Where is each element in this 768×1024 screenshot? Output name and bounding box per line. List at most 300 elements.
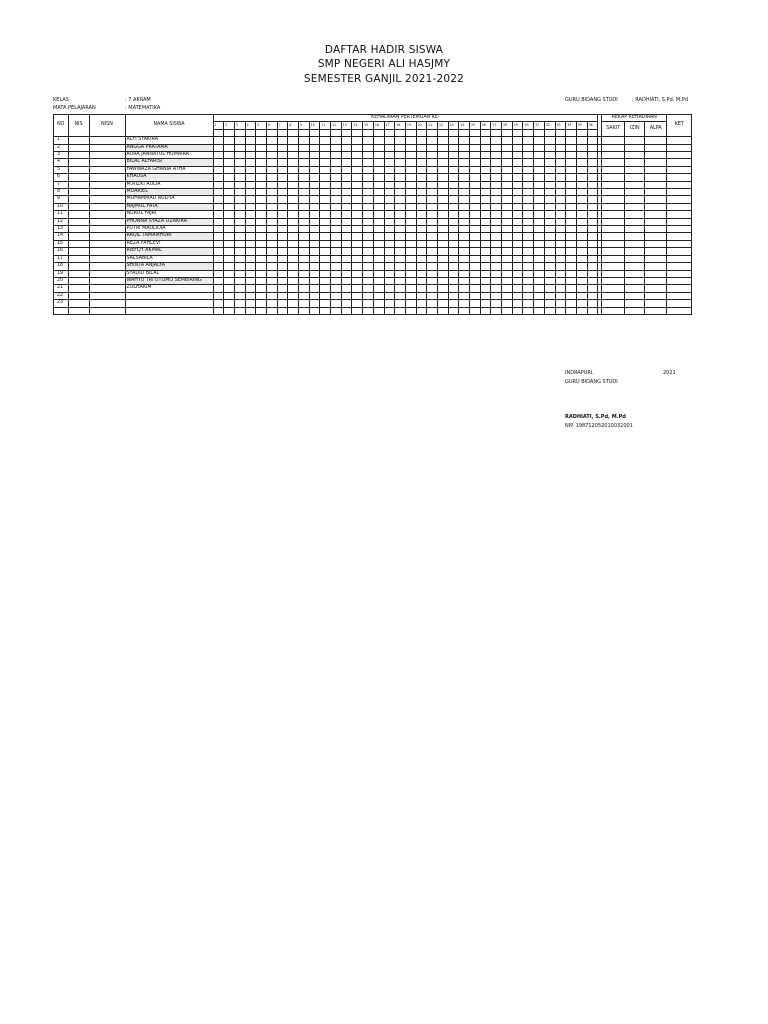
sakit-cell	[602, 255, 625, 262]
attendance-cell	[576, 196, 587, 203]
attendance-cell	[502, 196, 513, 203]
attendance-cell	[299, 166, 310, 173]
attendance-cell	[480, 152, 491, 159]
row-number: 6	[54, 174, 69, 181]
table-row	[54, 292, 692, 299]
attendance-cell	[299, 270, 310, 277]
nis-cell	[68, 144, 89, 151]
student-name: RAQIL TAMAMHURI	[125, 233, 213, 240]
attendance-cell	[534, 218, 545, 225]
ket-cell	[667, 226, 692, 233]
attendance-cell	[416, 196, 427, 203]
attendance-cell	[491, 181, 502, 188]
attendance-cell	[256, 137, 267, 144]
attendance-cell	[256, 263, 267, 270]
attendance-cell	[544, 300, 555, 307]
attendance-cell	[555, 307, 566, 314]
attendance-cell	[427, 152, 438, 159]
row-number: 2	[54, 144, 69, 151]
attendance-cell	[395, 233, 406, 240]
attendance-cell	[544, 292, 555, 299]
header-rekap: REKAP KEHADIRAN	[602, 115, 667, 122]
attendance-cell	[288, 307, 299, 314]
attendance-cell	[395, 226, 406, 233]
attendance-cell	[491, 255, 502, 262]
attendance-cell	[245, 240, 256, 247]
attendance-cell	[341, 152, 352, 159]
attendance-cell	[331, 307, 342, 314]
attendance-cell	[395, 277, 406, 284]
attendance-cell	[373, 292, 384, 299]
attendance-cell	[427, 211, 438, 218]
attendance-cell	[523, 174, 534, 181]
attendance-cell	[448, 137, 459, 144]
alpa-cell	[645, 218, 667, 225]
attendance-cell	[288, 218, 299, 225]
attendance-cell	[352, 263, 363, 270]
izin-cell	[625, 211, 645, 218]
row-number: 8	[54, 189, 69, 196]
attendance-cell	[395, 248, 406, 255]
attendance-cell	[213, 211, 224, 218]
student-name: ANGGA PRATAMA	[125, 144, 213, 151]
meeting-number: 22	[437, 122, 448, 129]
attendance-cell	[427, 218, 438, 225]
attendance-cell	[352, 240, 363, 247]
attendance-cell	[480, 137, 491, 144]
attendance-cell	[299, 211, 310, 218]
attendance-cell	[544, 174, 555, 181]
row-number: 21	[54, 285, 69, 292]
attendance-cell	[234, 196, 245, 203]
attendance-cell	[234, 226, 245, 233]
attendance-cell	[534, 270, 545, 277]
guru-value: : RADHIATI, S.Pd, M.Pd	[632, 97, 689, 103]
attendance-cell	[331, 196, 342, 203]
nis-cell	[68, 152, 89, 159]
attendance-cell	[523, 189, 534, 196]
izin-cell	[625, 144, 645, 151]
attendance-cell	[437, 211, 448, 218]
ket-cell	[667, 159, 692, 166]
attendance-cell	[245, 307, 256, 314]
attendance-cell	[256, 211, 267, 218]
izin-cell	[625, 152, 645, 159]
attendance-cell	[534, 174, 545, 181]
attendance-cell	[234, 233, 245, 240]
attendance-cell	[555, 159, 566, 166]
attendance-cell	[352, 152, 363, 159]
attendance-cell	[256, 174, 267, 181]
attendance-cell	[502, 144, 513, 151]
attendance-cell	[384, 211, 395, 218]
attendance-cell	[459, 189, 470, 196]
meeting-blank-cell	[416, 129, 427, 136]
attendance-cell	[544, 307, 555, 314]
row-number: 17	[54, 255, 69, 262]
attendance-cell	[299, 144, 310, 151]
attendance-cell	[555, 218, 566, 225]
attendance-cell	[234, 218, 245, 225]
attendance-cell	[341, 159, 352, 166]
attendance-cell	[437, 189, 448, 196]
row-number: 1	[54, 137, 69, 144]
attendance-cell	[437, 240, 448, 247]
attendance-cell	[459, 181, 470, 188]
attendance-cell	[384, 181, 395, 188]
attendance-cell	[331, 144, 342, 151]
attendance-cell	[555, 152, 566, 159]
meeting-blank-cell	[341, 129, 352, 136]
attendance-cell	[416, 218, 427, 225]
attendance-cell	[277, 137, 288, 144]
attendance-cell	[395, 181, 406, 188]
attendance-cell	[234, 144, 245, 151]
attendance-cell	[437, 144, 448, 151]
attendance-cell	[245, 196, 256, 203]
semester-title: SEMESTER GANJIL 2021-2022	[303, 73, 465, 85]
attendance-cell	[266, 270, 277, 277]
nis-cell	[68, 181, 89, 188]
attendance-cell	[427, 174, 438, 181]
attendance-cell	[245, 181, 256, 188]
attendance-cell	[534, 300, 545, 307]
attendance-cell	[266, 307, 277, 314]
nis-cell	[68, 196, 89, 203]
attendance-cell	[341, 277, 352, 284]
attendance-cell	[395, 263, 406, 270]
attendance-cell	[384, 255, 395, 262]
attendance-cell	[288, 174, 299, 181]
attendance-cell	[427, 240, 438, 247]
attendance-cell	[576, 226, 587, 233]
meeting-number: 12	[331, 122, 342, 129]
attendance-cell	[352, 144, 363, 151]
attendance-cell	[266, 218, 277, 225]
meeting-number: 33	[555, 122, 566, 129]
attendance-cell	[416, 181, 427, 188]
attendance-cell	[405, 203, 416, 210]
attendance-cell	[459, 159, 470, 166]
row-number: 22	[54, 292, 69, 299]
attendance-cell	[416, 285, 427, 292]
attendance-cell	[331, 137, 342, 144]
attendance-cell	[576, 181, 587, 188]
meeting-blank-cell	[288, 129, 299, 136]
attendance-cell	[266, 203, 277, 210]
attendance-cell	[566, 233, 577, 240]
attendance-cell	[288, 189, 299, 196]
meeting-blank-cell	[491, 129, 502, 136]
attendance-cell	[395, 152, 406, 159]
attendance-cell	[363, 292, 374, 299]
attendance-cell	[480, 211, 491, 218]
attendance-cell	[266, 240, 277, 247]
attendance-cell	[373, 285, 384, 292]
izin-cell	[625, 189, 645, 196]
attendance-cell	[502, 307, 513, 314]
attendance-cell	[416, 240, 427, 247]
attendance-cell	[331, 248, 342, 255]
attendance-cell	[309, 248, 320, 255]
student-name	[125, 307, 213, 314]
attendance-cell	[266, 263, 277, 270]
attendance-cell	[309, 277, 320, 284]
attendance-cell	[566, 181, 577, 188]
sakit-cell	[602, 300, 625, 307]
attendance-cell	[373, 166, 384, 173]
attendance-cell	[277, 159, 288, 166]
attendance-cell	[459, 144, 470, 151]
student-name: RIEFQY AKMAL	[125, 248, 213, 255]
attendance-cell	[352, 174, 363, 181]
meeting-blank-cell	[502, 129, 513, 136]
attendance-cell	[256, 166, 267, 173]
guru-label: GURU BIDANG STUDI	[565, 97, 618, 103]
row-number: 23	[54, 300, 69, 307]
attendance-cell	[566, 211, 577, 218]
header-alpa: ALPA	[645, 122, 667, 137]
attendance-cell	[288, 196, 299, 203]
attendance-cell	[437, 233, 448, 240]
attendance-cell	[363, 218, 374, 225]
attendance-cell	[213, 189, 224, 196]
attendance-cell	[459, 196, 470, 203]
attendance-cell	[224, 285, 235, 292]
attendance-cell	[512, 152, 523, 159]
ket-cell	[667, 196, 692, 203]
attendance-cell	[470, 300, 481, 307]
ket-cell	[667, 285, 692, 292]
attendance-cell	[352, 277, 363, 284]
attendance-cell	[395, 307, 406, 314]
attendance-cell	[523, 226, 534, 233]
attendance-cell	[437, 174, 448, 181]
attendance-cell	[523, 255, 534, 262]
ket-cell	[667, 277, 692, 284]
attendance-cell	[309, 218, 320, 225]
attendance-cell	[459, 218, 470, 225]
attendance-cell	[587, 218, 598, 225]
attendance-cell	[566, 144, 577, 151]
attendance-cell	[320, 233, 331, 240]
izin-cell	[625, 255, 645, 262]
alpa-cell	[645, 255, 667, 262]
nisn-cell	[89, 189, 125, 196]
alpa-cell	[645, 203, 667, 210]
attendance-cell	[277, 144, 288, 151]
meeting-number: 15	[363, 122, 374, 129]
attendance-cell	[352, 270, 363, 277]
attendance-cell	[576, 307, 587, 314]
attendance-cell	[331, 211, 342, 218]
ket-cell	[667, 218, 692, 225]
nisn-cell	[89, 300, 125, 307]
attendance-cell	[395, 240, 406, 247]
attendance-cell	[459, 233, 470, 240]
attendance-cell	[437, 255, 448, 262]
attendance-cell	[384, 277, 395, 284]
attendance-cell	[502, 270, 513, 277]
sakit-cell	[602, 226, 625, 233]
attendance-cell	[320, 203, 331, 210]
attendance-cell	[341, 255, 352, 262]
attendance-cell	[480, 159, 491, 166]
attendance-cell	[363, 300, 374, 307]
attendance-cell	[331, 181, 342, 188]
attendance-cell	[331, 152, 342, 159]
attendance-cell	[555, 277, 566, 284]
attendance-cell	[502, 159, 513, 166]
attendance-cell	[373, 233, 384, 240]
attendance-cell	[491, 144, 502, 151]
izin-cell	[625, 300, 645, 307]
izin-cell	[625, 181, 645, 188]
attendance-cell	[331, 285, 342, 292]
attendance-cell	[416, 226, 427, 233]
attendance-cell	[512, 144, 523, 151]
attendance-cell	[245, 203, 256, 210]
attendance-cell	[277, 174, 288, 181]
attendance-cell	[502, 152, 513, 159]
attendance-cell	[480, 292, 491, 299]
attendance-cell	[405, 277, 416, 284]
attendance-cell	[576, 152, 587, 159]
attendance-cell	[213, 240, 224, 247]
attendance-cell	[234, 174, 245, 181]
attendance-cell	[523, 166, 534, 173]
attendance-cell	[512, 181, 523, 188]
attendance-cell	[309, 196, 320, 203]
attendance-cell	[555, 285, 566, 292]
attendance-cell	[480, 166, 491, 173]
attendance-cell	[213, 218, 224, 225]
meeting-number: 31	[534, 122, 545, 129]
row-number: 3	[54, 152, 69, 159]
attendance-cell	[448, 285, 459, 292]
attendance-cell	[587, 226, 598, 233]
attendance-cell	[331, 203, 342, 210]
meeting-blank-cell	[266, 129, 277, 136]
sakit-cell	[602, 307, 625, 314]
meeting-blank-cell	[331, 129, 342, 136]
attendance-cell	[448, 218, 459, 225]
meeting-blank-cell	[566, 129, 577, 136]
attendance-cell	[534, 211, 545, 218]
attendance-cell	[491, 292, 502, 299]
student-name: ALFI SYAKIRA	[125, 137, 213, 144]
attendance-cell	[587, 144, 598, 151]
attendance-cell	[523, 137, 534, 144]
attendance-cell	[587, 211, 598, 218]
attendance-cell	[288, 181, 299, 188]
attendance-cell	[245, 144, 256, 151]
attendance-cell	[363, 196, 374, 203]
attendance-cell	[245, 226, 256, 233]
table-row	[54, 152, 692, 159]
attendance-cell	[534, 159, 545, 166]
attendance-cell	[459, 285, 470, 292]
attendance-cell	[288, 263, 299, 270]
attendance-cell	[213, 300, 224, 307]
attendance-cell	[234, 300, 245, 307]
attendance-cell	[288, 211, 299, 218]
attendance-cell	[277, 189, 288, 196]
attendance-cell	[266, 277, 277, 284]
attendance-cell	[587, 196, 598, 203]
row-number: 15	[54, 240, 69, 247]
attendance-cell	[544, 226, 555, 233]
attendance-cell	[224, 159, 235, 166]
alpa-cell	[645, 144, 667, 151]
attendance-cell	[245, 292, 256, 299]
attendance-cell	[459, 152, 470, 159]
attendance-cell	[405, 300, 416, 307]
attendance-cell	[224, 255, 235, 262]
attendance-cell	[384, 218, 395, 225]
attendance-cell	[491, 240, 502, 247]
ket-cell	[667, 233, 692, 240]
attendance-cell	[256, 300, 267, 307]
attendance-cell	[341, 285, 352, 292]
attendance-cell	[470, 196, 481, 203]
attendance-cell	[373, 255, 384, 262]
attendance-cell	[288, 300, 299, 307]
attendance-cell	[320, 137, 331, 144]
attendance-cell	[320, 270, 331, 277]
attendance-cell	[512, 248, 523, 255]
student-name: NURUL FAJRI	[125, 211, 213, 218]
attendance-cell	[299, 285, 310, 292]
attendance-cell	[234, 270, 245, 277]
attendance-cell	[320, 159, 331, 166]
attendance-cell	[480, 226, 491, 233]
attendance-cell	[309, 137, 320, 144]
attendance-cell	[512, 255, 523, 262]
attendance-cell	[277, 233, 288, 240]
attendance-cell	[352, 181, 363, 188]
nisn-cell	[89, 211, 125, 218]
attendance-cell	[502, 226, 513, 233]
attendance-cell	[534, 285, 545, 292]
attendance-cell	[224, 300, 235, 307]
attendance-cell	[288, 285, 299, 292]
meeting-blank-cell	[384, 129, 395, 136]
student-name: MUHAMMAD AULIYA	[125, 196, 213, 203]
attendance-cell	[427, 137, 438, 144]
sakit-cell	[602, 174, 625, 181]
attendance-cell	[437, 137, 448, 144]
attendance-cell	[480, 189, 491, 196]
attendance-cell	[256, 240, 267, 247]
attendance-cell	[320, 248, 331, 255]
attendance-cell	[491, 152, 502, 159]
attendance-cell	[470, 211, 481, 218]
attendance-cell	[437, 277, 448, 284]
alpa-cell	[645, 211, 667, 218]
attendance-cell	[491, 211, 502, 218]
meeting-number: 36	[587, 122, 598, 129]
attendance-cell	[523, 285, 534, 292]
attendance-cell	[502, 218, 513, 225]
meeting-blank-cell	[555, 129, 566, 136]
attendance-cell	[512, 270, 523, 277]
attendance-cell	[352, 285, 363, 292]
attendance-cell	[459, 248, 470, 255]
attendance-cell	[437, 270, 448, 277]
sakit-cell	[602, 181, 625, 188]
meeting-number: 23	[448, 122, 459, 129]
